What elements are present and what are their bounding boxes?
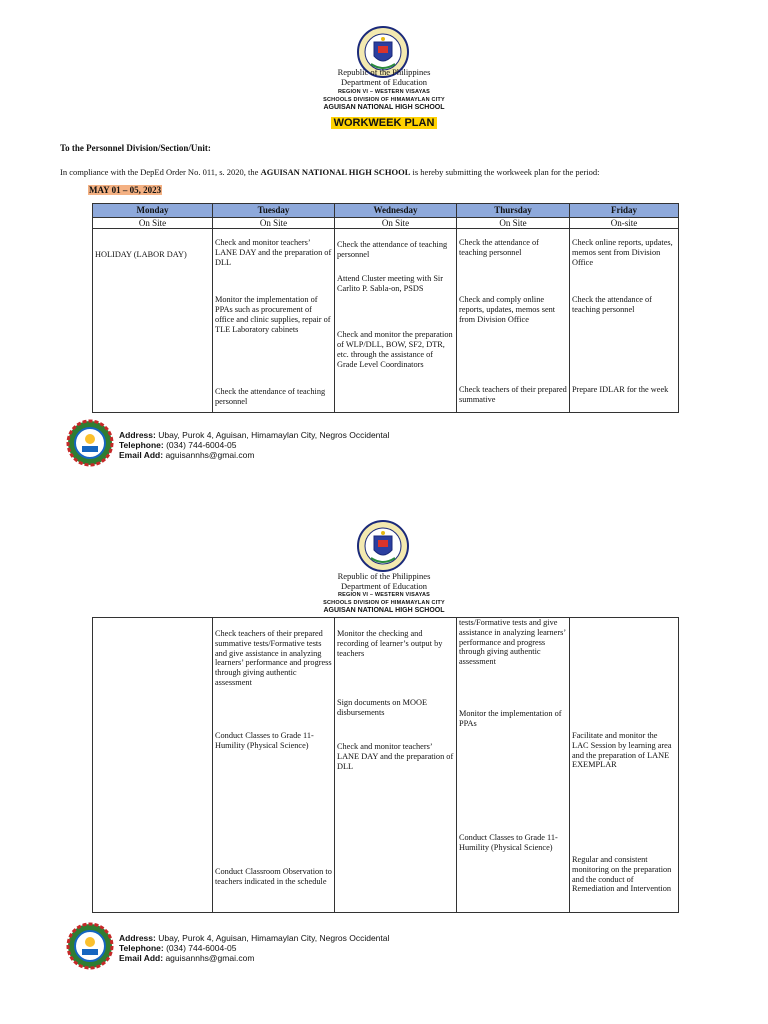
school-name: AGUISAN NATIONAL HIGH SCHOOL: [323, 607, 445, 614]
mode-wednesday: On Site: [335, 217, 457, 229]
intro-school: AGUISAN NATIONAL HIGH SCHOOL: [260, 167, 411, 177]
activity: Regular and consistent monitoring on the preparation and the conduct of Remediation and Intervention: [572, 855, 672, 894]
address-value: Ubay, Purok 4, Aguisan, Himamaylan City, Negros Occidental: [158, 430, 390, 440]
mode-tuesday: On Site: [213, 217, 335, 229]
school-name: AGUISAN NATIONAL HIGH SCHOOL: [323, 104, 445, 111]
region-line: REGION VI – WESTERN VISAYAS: [337, 592, 431, 598]
activity: Check the attendance of teaching personnel: [459, 238, 539, 257]
republic-line: Republic of the Philippines: [337, 67, 431, 77]
activity: Facilitate and monitor the LAC Session by learning area and the preparation of LANE EXEMPLAR: [572, 731, 672, 770]
mode-monday: On Site: [93, 217, 213, 229]
mode-thursday: On Site: [457, 217, 570, 229]
department-line: Department of Education: [341, 581, 427, 591]
activity: Monitor the checking and recording of learner’s output by teachers: [337, 629, 443, 658]
activity: Check the attendance of teaching personnel: [572, 295, 652, 314]
mode-friday: On-site: [570, 217, 679, 229]
deped-seal-icon: [357, 520, 409, 572]
activities-monday: [93, 618, 213, 913]
intro-paragraph: [60, 167, 720, 177]
activities-tuesday: [213, 618, 335, 913]
day-header-friday: Friday: [570, 204, 679, 218]
address-label: Address:: [119, 430, 156, 440]
telephone-label: Telephone:: [119, 943, 164, 954]
activity: Check and comply online reports, updates, memos sent from Division Office: [459, 295, 556, 324]
day-header-monday: Monday: [93, 204, 213, 218]
email-value: aguisannhs@gmai.com: [165, 953, 255, 964]
activity: Check and monitor teachers’ LANE DAY and the preparation of DLL: [337, 742, 454, 771]
activity: Conduct Classes to Grade 11-Humility (Physical Science): [459, 833, 558, 852]
department-line: Department of Education: [341, 77, 427, 87]
activity: Monitor the implementation of PPAs such as procurement of office and clinic supplies, repair of TLE Laboratory cabinets: [215, 295, 331, 334]
activities-friday: [570, 229, 679, 413]
footer-contact: [119, 430, 389, 461]
day-header-thursday: Thursday: [457, 204, 570, 218]
day-header-row: [93, 204, 679, 218]
activities-row: [93, 229, 679, 413]
activities-tuesday: [213, 229, 335, 413]
intro-part1: In compliance with the DepEd Order No. 011, s. 2020, the: [60, 167, 261, 177]
activities-thursday: [457, 229, 570, 413]
email-label: Email Add:: [119, 450, 164, 461]
republic-line: Republic of the Philippines: [337, 571, 431, 581]
telephone-label: Telephone:: [119, 440, 164, 451]
activities-friday: [570, 618, 679, 913]
activities-wednesday: [335, 229, 457, 413]
division-line: SCHOOLS DIVISION OF HIMAMAYLAN CITY: [323, 600, 445, 606]
activities-monday: [93, 229, 213, 413]
document-title: WORKWEEK PLAN: [331, 117, 438, 129]
email-value: aguisannhs@gmai.com: [165, 450, 255, 461]
activity: Prepare IDLAR for the week: [572, 385, 669, 395]
activity: Check online reports, updates, memos sent from Division Office: [572, 238, 673, 267]
activity: Conduct Classroom Observation to teachers indicated in the schedule: [215, 867, 332, 886]
activity: Check and monitor teachers’ LANE DAY and the preparation of DLL: [215, 238, 332, 267]
activity: HOLIDAY (LABOR DAY): [95, 250, 187, 260]
activity: Check the attendance of teaching personnel: [337, 240, 448, 259]
region-line: REGION VI – WESTERN VISAYAS: [337, 89, 431, 95]
activities-thursday: [457, 618, 570, 913]
mode-row: [93, 217, 679, 229]
division-line: SCHOOLS DIVISION OF HIMAMAYLAN CITY: [323, 97, 445, 103]
addressee: To the Personnel Division/Section/Unit:: [60, 143, 211, 153]
telephone-value: (034) 744-6004-05: [166, 440, 237, 451]
telephone-value: (034) 744-6004-05: [166, 943, 237, 954]
address-value: Ubay, Purok 4, Aguisan, Himamaylan City, Negros Occidental: [158, 933, 390, 943]
activities-wednesday: [335, 618, 457, 913]
day-header-tuesday: Tuesday: [213, 204, 335, 218]
activity: Monitor the implementation of PPAs: [459, 709, 562, 728]
school-logo-icon: [66, 922, 114, 970]
day-header-wednesday: Wednesday: [335, 204, 457, 218]
email-label: Email Add:: [119, 953, 164, 964]
activity: Conduct Classes to Grade 11-Humility (Physical Science): [215, 731, 314, 750]
activity: Check teachers of their prepared summative tests/Formative tests and give assistance in analyzing learners’ performance and progress through giving authentic assessment: [215, 629, 332, 687]
workweek-table-page1: [92, 203, 679, 413]
activities-row: [93, 618, 679, 913]
activity: Check and monitor the preparation of WLP/DLL, BOW, SF2, DTR, etc. through the assistance of Grade Level Coordinators: [337, 330, 453, 369]
activity: Sign documents on MOOE disbursements: [337, 698, 428, 717]
address-label: Address:: [119, 933, 156, 943]
activity: Check the attendance of teaching personnel: [215, 387, 326, 406]
activity: Attend Cluster meeting with Sir Carlito P. Sabla-on, PSDS: [337, 274, 444, 293]
workweek-table-page2: [92, 617, 679, 913]
activity: Check teachers of their prepared summative: [459, 385, 567, 404]
intro-part2: is hereby submitting the workweek plan for the period:: [410, 167, 600, 177]
school-logo-icon: [66, 419, 114, 467]
activity: tests/Formative tests and give assistance in analyzing learners’ performance and progress through giving authentic assessment: [459, 618, 566, 667]
footer-contact: [119, 933, 389, 964]
plan-period: MAY 01 – 05, 2023: [89, 185, 162, 195]
